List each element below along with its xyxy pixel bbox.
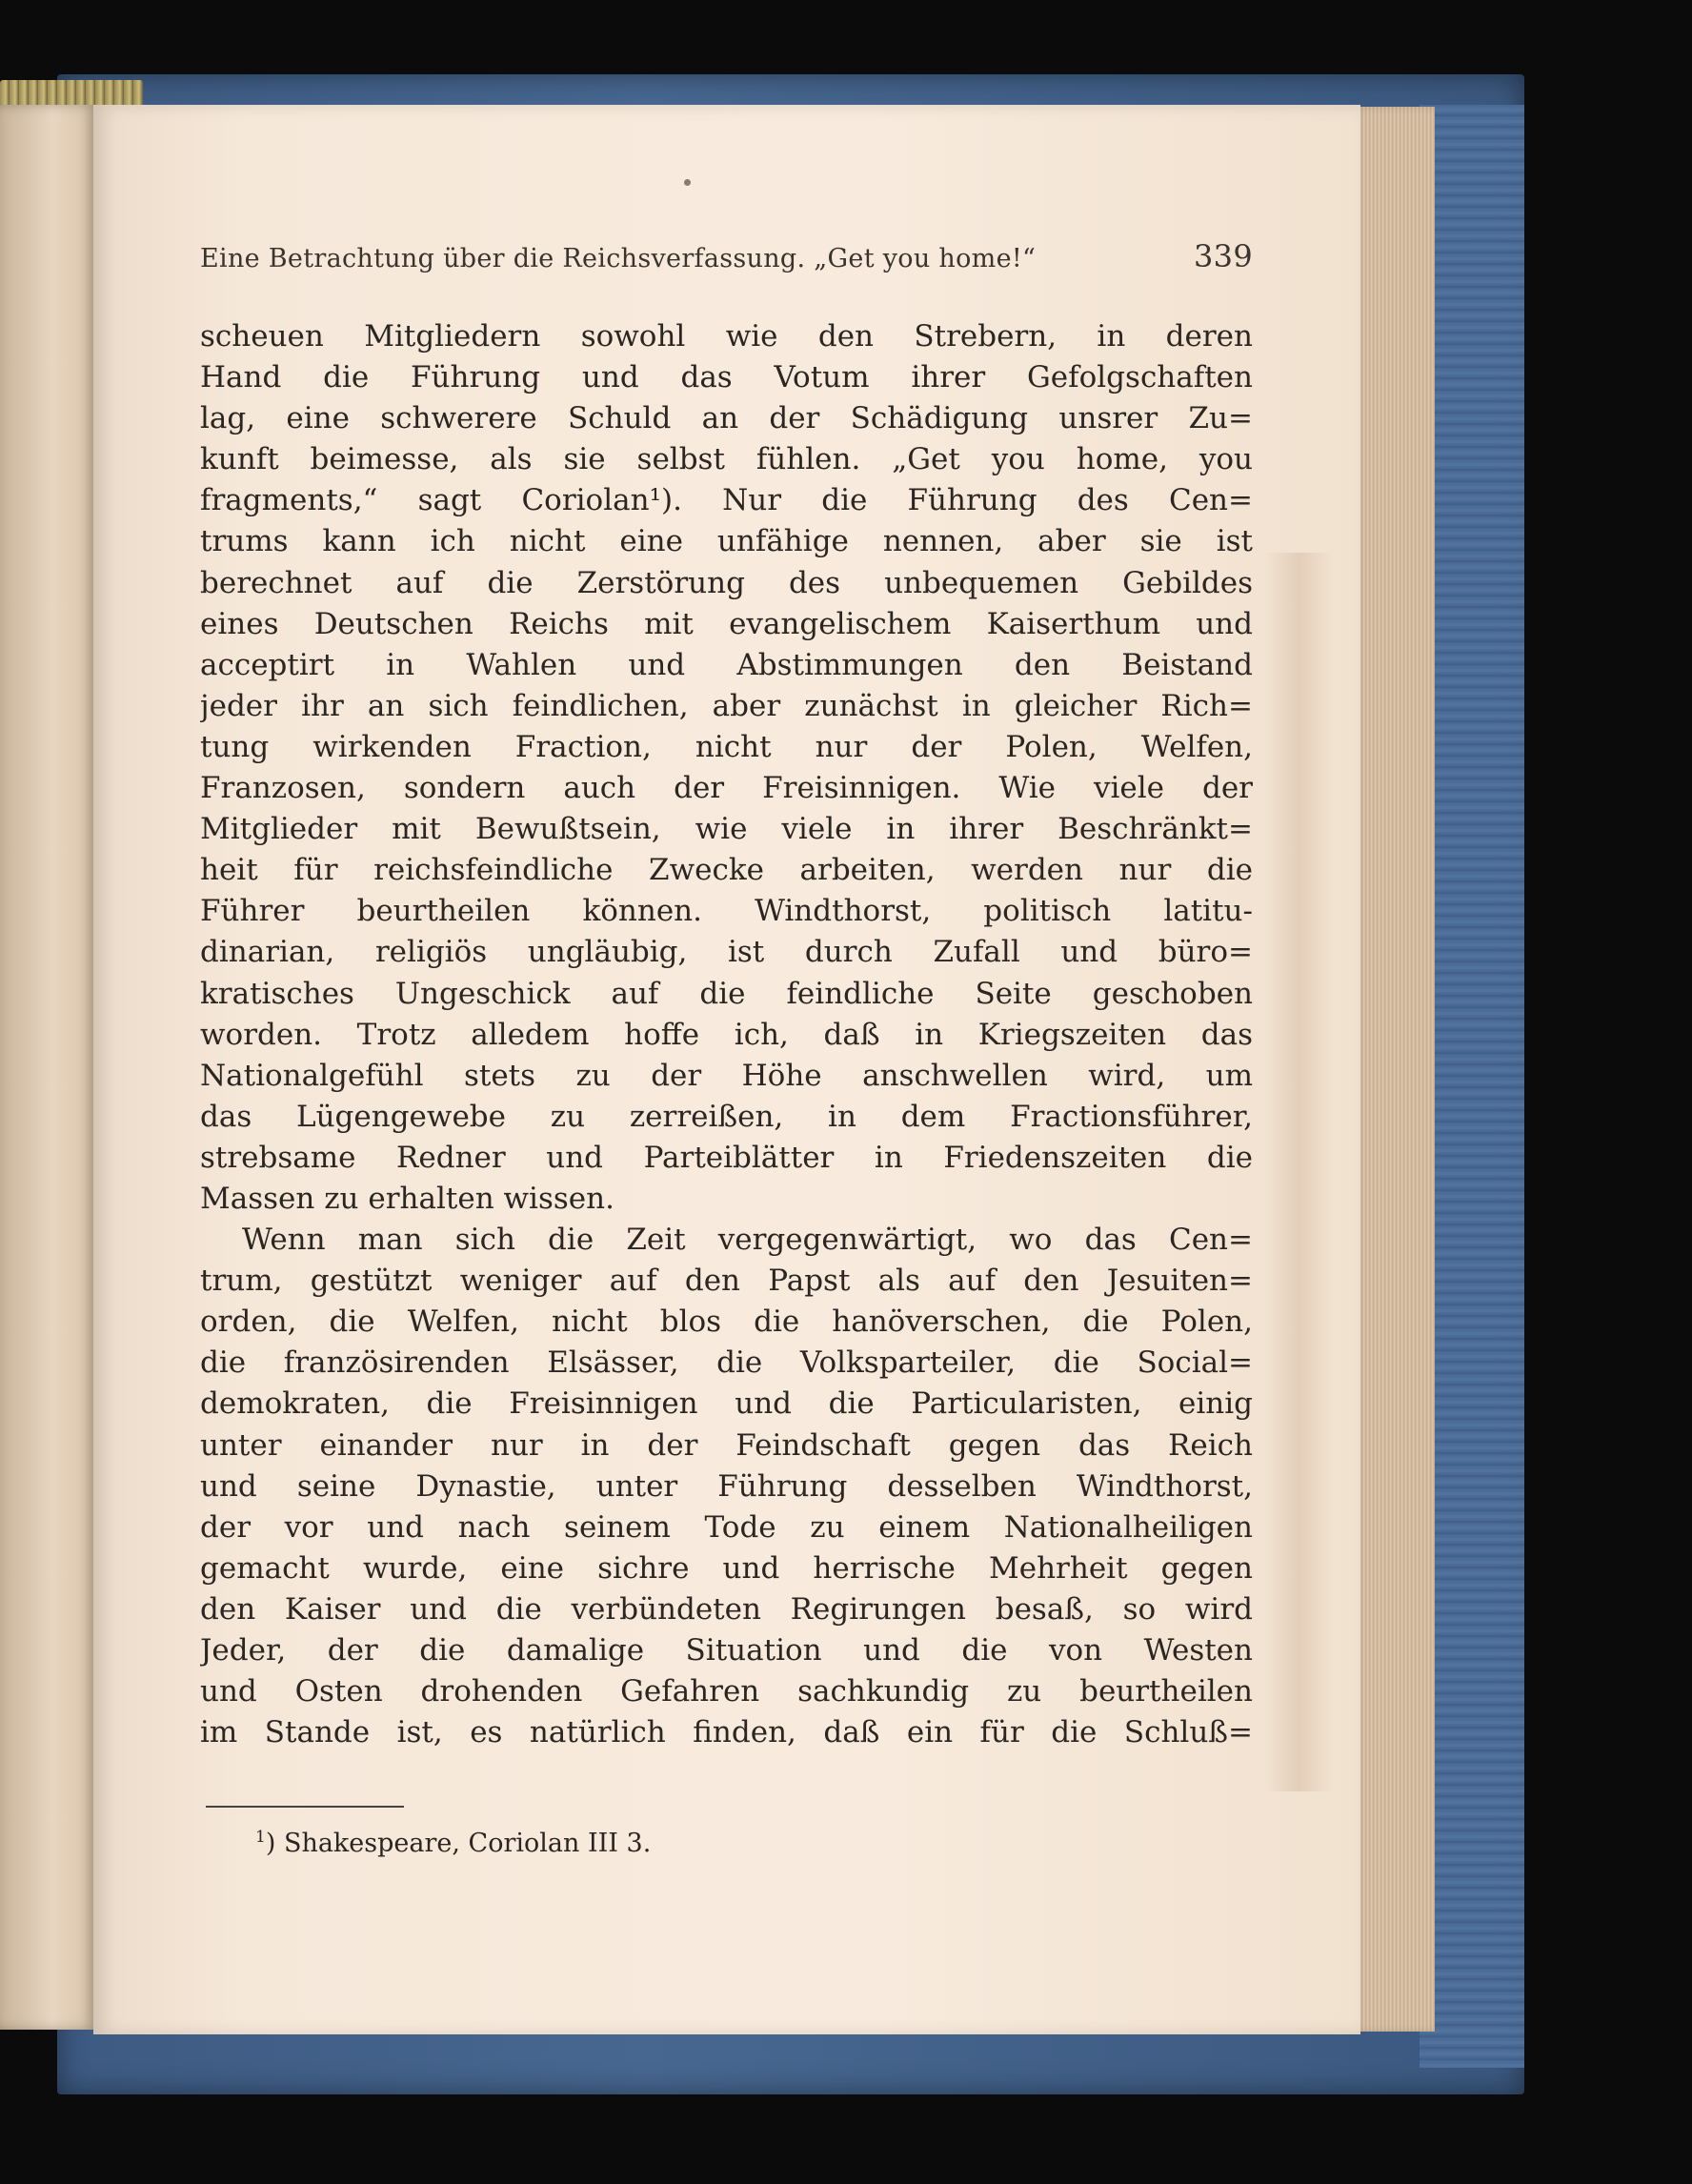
text-line: acceptirt in Wahlen und Abstimmungen den Beistand — [200, 647, 1253, 682]
text-line: das Lügengewebe zu zerreißen, in dem Fractionsführer, — [200, 1099, 1253, 1134]
text-line: Jeder, der die damalige Situation und die von Westen — [200, 1633, 1253, 1668]
running-head-title: Eine Betrachtung über die Reichsverfassung. „Get you home!“ — [200, 244, 1037, 273]
text-line: die französirenden Elsässer, die Volksparteiler, die Social= — [200, 1345, 1253, 1381]
text-line: Mitglieder mit Bewußtsein, wie viele in ihrer Beschränkt= — [200, 812, 1253, 847]
text-line: der vor und nach seinem Tode zu einem Nationalheiligen — [200, 1509, 1253, 1545]
text-line: jeder ihr an sich feindlichen, aber zunächst in gleicher Rich= — [200, 688, 1253, 723]
binding-thread — [0, 80, 143, 107]
running-head — [200, 238, 1253, 274]
text-line: und seine Dynastie, unter Führung desselben Windthorst, — [200, 1468, 1253, 1504]
text-line: im Stande ist, es natürlich finden, daß ein für die Schluß= — [200, 1715, 1253, 1750]
text-line: strebsame Redner und Parteiblätter in Friedenszeiten die — [200, 1140, 1253, 1175]
text-line: Führer beurtheilen können. Windthorst, politisch latitu- — [200, 894, 1253, 929]
text-line: demokraten, die Freisinnigen und die Particularisten, einig — [200, 1386, 1253, 1422]
footnote-rule — [206, 1806, 404, 1808]
text-line: eines Deutschen Reichs mit evangelischem Kaiserthum und — [200, 606, 1253, 641]
body-text — [200, 316, 1253, 1753]
facing-page-edge — [0, 105, 95, 2030]
text-line-paragraph-start: Wenn man sich die Zeit vergegenwärtigt, wo das Cen= — [242, 1223, 1253, 1258]
text-line: tung wirkenden Fraction, nicht nur der Polen, Welfen, — [200, 729, 1253, 764]
text-line: berechnet auf die Zerstörung des unbequemen Gebildes — [200, 565, 1253, 600]
text-line: heit für reichsfeindliche Zwecke arbeiten, werden nur die — [200, 853, 1253, 888]
text-line: trums kann ich nicht eine unfähige nennen, aber sie ist — [200, 524, 1253, 559]
cover-edge — [1420, 105, 1524, 2068]
text-line: trum, gestützt weniger auf den Papst als auf den Jesuiten= — [200, 1264, 1253, 1299]
text-line: gemacht wurde, eine sichre und herrische Mehrheit gegen — [200, 1550, 1253, 1586]
text-line: lag, eine schwerere Schuld an der Schädigung unsrer Zu= — [200, 401, 1253, 436]
text-line: dinarian, religiös ungläubig, ist durch Zufall und büro= — [200, 935, 1253, 970]
book-page — [93, 105, 1360, 2034]
text-line: fragments,“ sagt Coriolan¹). Nur die Führung des Cen= — [200, 483, 1253, 518]
text-line: Franzosen, sondern auch der Freisinnigen. Wie viele der — [200, 771, 1253, 806]
page-discoloration — [1265, 553, 1332, 1791]
text-line: Hand die Führung und das Votum ihrer Gefolgschaften — [200, 360, 1253, 395]
text-line: Nationalgefühl stets zu der Höhe anschwellen wird, um — [200, 1058, 1253, 1093]
text-line: kunft beimesse, als sie selbst fühlen. „Get you home, you — [200, 442, 1253, 477]
text-line: scheuen Mitgliedern sowohl wie den Strebern, in deren — [200, 319, 1253, 354]
text-line-paragraph-end: Massen zu erhalten wissen. — [200, 1181, 614, 1216]
text-line: kratisches Ungeschick auf die feindliche Seite geschoben — [200, 976, 1253, 1011]
page-stack-edges — [1353, 107, 1435, 2032]
text-line: worden. Trotz alledem hoffe ich, daß in Kriegszeiten das — [200, 1017, 1253, 1052]
footnote — [255, 1828, 651, 1858]
text-line: unter einander nur in der Feindschaft gegen das Reich — [200, 1427, 1253, 1463]
footnote-text: ) Shakespeare, Coriolan III 3. — [265, 1829, 652, 1858]
footnote-marker: 1 — [255, 1828, 266, 1847]
text-line: den Kaiser und die verbündeten Regirungen besaß, so wird — [200, 1591, 1253, 1627]
page-number: 339 — [1194, 238, 1253, 274]
text-line: orden, die Welfen, nicht blos die hanöverschen, die Polen, — [200, 1304, 1253, 1340]
page-mark — [684, 179, 691, 186]
text-line: und Osten drohenden Gefahren sachkundig zu beurtheilen — [200, 1674, 1253, 1709]
